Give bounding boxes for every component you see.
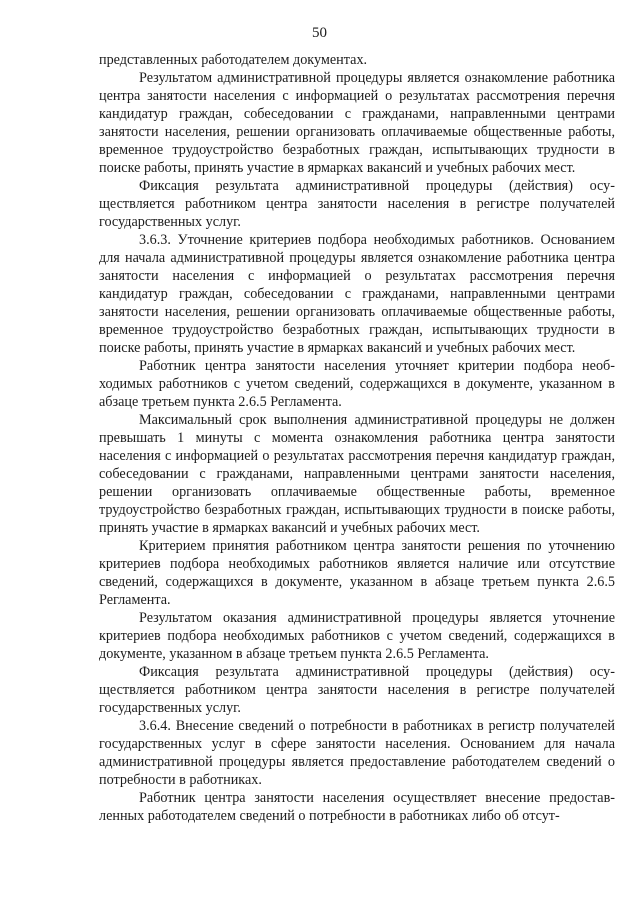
paragraph: Работник центра занятости населения уточняет критерии подбора необходимых работников с учетом сведений, содержащихся в документе, указанном в абзаце третьем пункта 2.6.5 Регламента. bbox=[99, 358, 615, 410]
page-number: 50 bbox=[312, 25, 327, 41]
paragraph-section-3-6-4: 3.6.4. Внесение сведений о потребности в работниках в регистр получателей государственных услуг в сфере занятости населения. Основанием для начала административной процедуры является предоставление работодателем сведений о потребности в работниках. bbox=[99, 718, 615, 788]
paragraph: Результатом административной процедуры является ознакомление работника центра занятости населения с информацией о результатах рассмотрения перечня кандидатур граждан, собеседовании с гражданами, направленными центрами занятости населения, решении организовать оплачиваемые общественные работы, временное трудоустройство безработных граждан, испытывающих трудности в поиске работы, принять участие в ярмарках вакансий и учебных рабочих мест. bbox=[99, 70, 615, 176]
paragraph: Максимальный срок выполнения административной процедуры не должен превышать 1 минуты с момента ознакомления работника центра занятости населения с информацией о результатах рассмотрения перечня кандидатур граждан, собеседовании с гражданами, направленными центрами занятости населения, решении организовать оплачиваемые общественные работы, временное трудоустройство безработных граждан, испытывающих трудности в поиске работы, принять участие в ярмарках вакансий и учебных рабочих мест. bbox=[99, 412, 615, 536]
paragraph: Фиксация результата административной процедуры (действия) осуществляется работником центра занятости населения в регистре получателей государственных услуг. bbox=[99, 178, 615, 230]
paragraph-continuation: представленных работодателем документах. bbox=[99, 52, 368, 68]
paragraph: Работник центра занятости населения осуществляет внесение предоставленных работодателем сведений о потребности в работниках либо об отсут- bbox=[99, 790, 615, 824]
paragraph-section-3-6-3: 3.6.3. Уточнение критериев подбора необходимых работников. Основанием для начала административной процедуры является ознакомление работника центра занятости населения с информацией о результатах рассмотрения перечня кандидатур граждан, собеседовании с гражданами, направленными центрами занятости населения, решении организовать оплачиваемые общественные работы, временное трудоустройство безработных граждан, испытывающих трудности в поиске работы, принять участие в ярмарках вакансий и учебных рабочих мест. bbox=[99, 232, 615, 356]
paragraph: Результатом оказания административной процедуры является уточнение критериев подбора необходимых работников с учетом сведений, содержащихся в документе, указанном в абзаце третьем пункта 2.6.5 Регламента. bbox=[99, 610, 615, 662]
document-body bbox=[99, 51, 615, 825]
paragraph: Фиксация результата административной процедуры (действия) осуществляется работником центра занятости населения в регистре получателей государственных услуг. bbox=[99, 664, 615, 716]
paragraph: Критерием принятия работником центра занятости решения по уточнению критериев подбора необходимых работников является наличие или отсутствие сведений, содержащихся в документе, указанном в абзаце третьем пункта 2.6.5 Регламента. bbox=[99, 538, 615, 608]
